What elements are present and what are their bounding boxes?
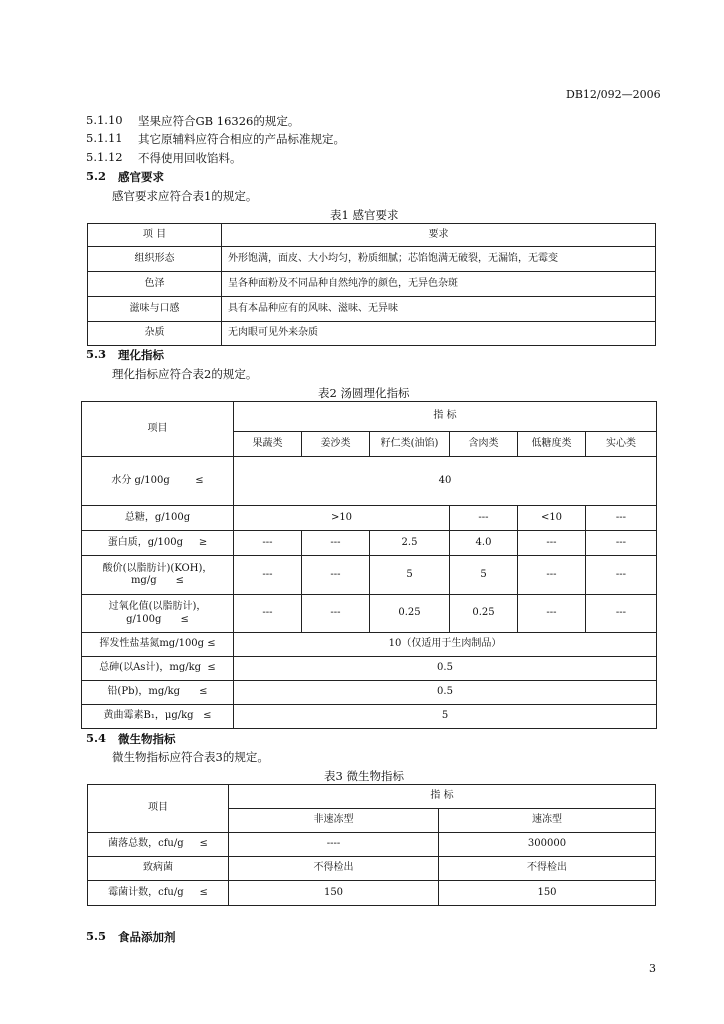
table2-col-low-sugar: 低糖度类 (518, 432, 586, 457)
pathogen-value: 不得检出 (439, 857, 656, 881)
section-5-3-title: 理化指标 (118, 348, 164, 362)
table1-item: 滋味与口感 (88, 297, 222, 322)
table1-item: 组织形态 (88, 247, 222, 272)
table2-header-index: 指 标 (234, 402, 657, 432)
mold-count-value: 150 (229, 881, 439, 906)
peroxide-value: --- (586, 595, 657, 633)
table1-requirement: 外形饱满，面皮、大小均匀，粉质细腻；芯馅饱满无破裂，无漏馅，无霉变 (222, 247, 656, 272)
table3-header-row (88, 785, 656, 809)
peroxide-value: 0.25 (370, 595, 450, 633)
acid-value: 5 (370, 556, 450, 595)
protein-value: 4.0 (450, 531, 518, 556)
table3-col-quick-frozen: 速冻型 (439, 809, 656, 833)
section-5-5-title: 食品添加剂 (118, 930, 176, 944)
clause-5-1-10-text: 坚果应符合GB 16326的规定。 (138, 114, 300, 128)
peroxide-value: 0.25 (450, 595, 518, 633)
table-row (88, 297, 656, 322)
section-5-4-title: 微生物指标 (118, 732, 176, 746)
moisture-label: 水分 g/100g ≤ (82, 457, 234, 506)
mold-count-value: 150 (439, 881, 656, 906)
table2-col-meat: 含肉类 (450, 432, 518, 457)
clause-5-1-12-text: 不得使用回收馅料。 (138, 151, 242, 165)
sugar-value: >10 (234, 506, 450, 531)
table1-header-requirement: 要求 (222, 224, 656, 247)
acid-value: --- (234, 556, 302, 595)
table1-requirement: 呈各种面粉及不同品种自然纯净的颜色，无异色杂斑 (222, 272, 656, 297)
table-row (88, 247, 656, 272)
table-row (82, 556, 657, 595)
standard-number: DB12/092—2006 (566, 88, 661, 101)
table-row (88, 833, 656, 857)
table-row (88, 322, 656, 346)
nitrogen-label: 挥发性盐基氮mg/100g ≤ (82, 633, 234, 657)
protein-value: 2.5 (370, 531, 450, 556)
table-row (82, 531, 657, 556)
protein-value: --- (302, 531, 370, 556)
section-5-3-paragraph: 理化指标应符合表2的规定。 (112, 367, 258, 381)
acid-value: --- (518, 556, 586, 595)
section-5-5-num: 5.5 (86, 929, 107, 943)
protein-value: --- (234, 531, 302, 556)
table1-caption: 表1 感官要求 (330, 208, 399, 222)
protein-label: 蛋白质，g/100g ≥ (82, 531, 234, 556)
moisture-value: 40 (234, 457, 657, 506)
table1 (87, 223, 656, 346)
sugar-label: 总糖，g/100g (82, 506, 234, 531)
table3-header-index: 指 标 (229, 785, 656, 809)
table-row (82, 657, 657, 681)
table-row (82, 705, 657, 729)
page-number: 3 (649, 962, 656, 975)
protein-value: --- (518, 531, 586, 556)
peroxide-value: --- (234, 595, 302, 633)
total-bacteria-label: 菌落总数，cfu/g ≤ (88, 833, 229, 857)
table-row (88, 272, 656, 297)
table1-requirement: 无肉眼可见外来杂质 (222, 322, 656, 346)
peroxide-label: 过氧化值(以脂肪计)， g/100g ≤ (82, 595, 234, 633)
sugar-value: --- (450, 506, 518, 531)
table2-col-solid: 实心类 (586, 432, 657, 457)
table2-caption: 表2 汤圆理化指标 (318, 386, 410, 400)
table1-item: 色泽 (88, 272, 222, 297)
table2-header-row (82, 402, 657, 432)
total-bacteria-value: 300000 (439, 833, 656, 857)
table-row (88, 857, 656, 881)
table2-col-fruit-veg: 果蔬类 (234, 432, 302, 457)
protein-value: --- (586, 531, 657, 556)
table-row (82, 595, 657, 633)
acid-value: --- (302, 556, 370, 595)
table3-caption: 表3 微生物指标 (324, 769, 404, 783)
aflatoxin-label: 黄曲霉素B₁，μg/kg ≤ (82, 705, 234, 729)
clause-5-1-11-text: 其它原辅料应符合相应的产品标准规定。 (138, 132, 345, 146)
lead-label: 铅(Pb)，mg/kg ≤ (82, 681, 234, 705)
table2-col-nut-oil: 籽仁类(油馅) (370, 432, 450, 457)
table1-item: 杂质 (88, 322, 222, 346)
table1-header-item: 项 目 (88, 224, 222, 247)
pathogen-value: 不得检出 (229, 857, 439, 881)
acid-value: 5 (450, 556, 518, 595)
acid-value: --- (586, 556, 657, 595)
lead-value: 0.5 (234, 681, 657, 705)
peroxide-value: --- (302, 595, 370, 633)
section-5-2-num: 5.2 (86, 169, 107, 183)
arsenic-label: 总砷(以As计)，mg/kg ≤ (82, 657, 234, 681)
clause-5-1-10-num: 5.1.10 (86, 113, 123, 127)
nitrogen-value: 10（仅适用于生肉制品） (234, 633, 657, 657)
table1-header-row (88, 224, 656, 247)
mold-count-label: 霉菌计数，cfu/g ≤ (88, 881, 229, 906)
table3-col-non-quick-frozen: 非速冻型 (229, 809, 439, 833)
sugar-value: --- (586, 506, 657, 531)
table3-header-item: 项目 (88, 785, 229, 833)
clause-5-1-12-num: 5.1.12 (86, 150, 123, 164)
table2 (81, 401, 657, 729)
table-row (82, 457, 657, 506)
section-5-4-num: 5.4 (86, 731, 107, 745)
section-5-3-num: 5.3 (86, 347, 107, 361)
table-row (88, 881, 656, 906)
arsenic-value: 0.5 (234, 657, 657, 681)
sugar-value: <10 (518, 506, 586, 531)
table3 (87, 784, 656, 906)
table2-header-item: 项目 (82, 402, 234, 457)
section-5-2-title: 感官要求 (118, 170, 164, 184)
acid-value-label: 酸价(以脂肪计)(KOH)， mg/g ≤ (82, 556, 234, 595)
total-bacteria-value: ---- (229, 833, 439, 857)
table-row (82, 633, 657, 657)
section-5-4-paragraph: 微生物指标应符合表3的规定。 (112, 750, 269, 764)
pathogen-label: 致病菌 (88, 857, 229, 881)
aflatoxin-value: 5 (234, 705, 657, 729)
table-row (82, 506, 657, 531)
table-row (82, 681, 657, 705)
clause-5-1-11-num: 5.1.11 (86, 131, 123, 145)
table1-requirement: 具有本品种应有的风味、滋味、无异味 (222, 297, 656, 322)
table2-col-ginger: 姜沙类 (302, 432, 370, 457)
peroxide-value: --- (518, 595, 586, 633)
section-5-2-paragraph: 感官要求应符合表1的规定。 (112, 189, 258, 203)
